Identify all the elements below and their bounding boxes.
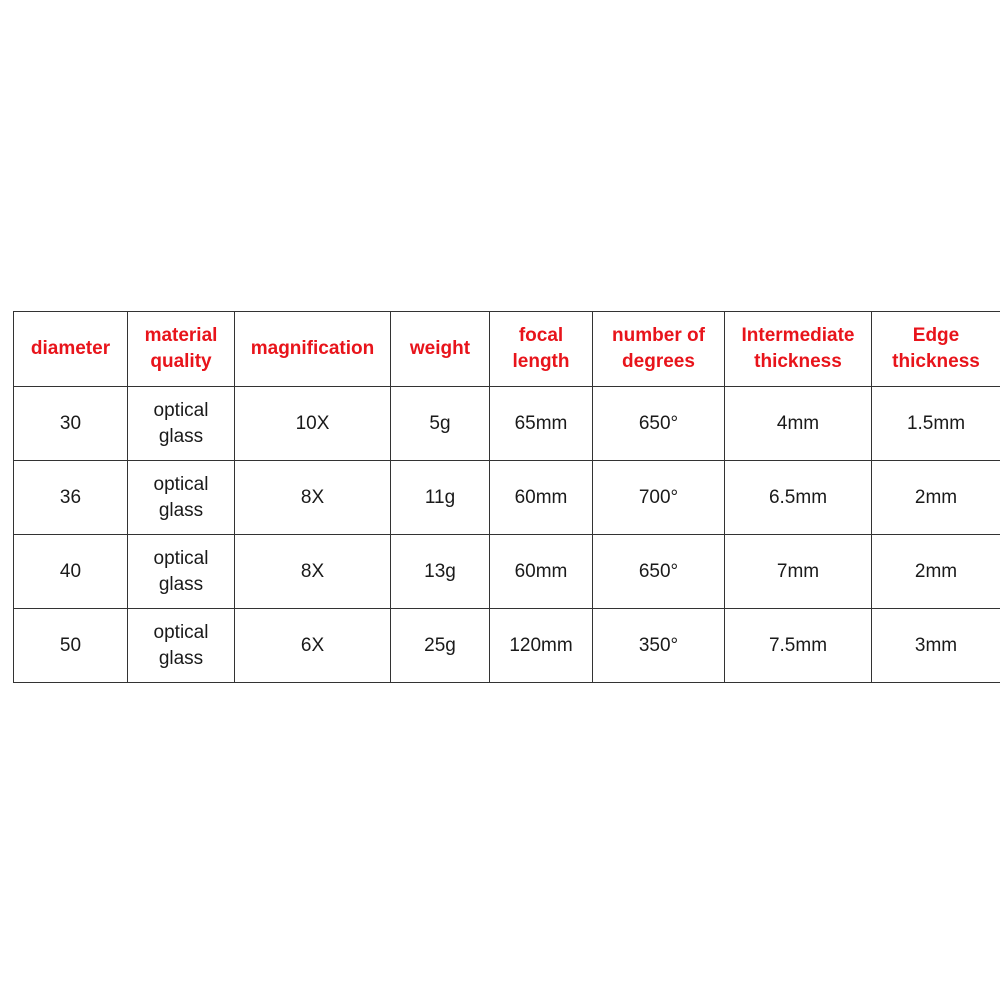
table-row (14, 461, 1000, 535)
cell-edge-thickness (872, 461, 1000, 535)
cell-value: 50 (59, 634, 82, 656)
cell-weight (391, 535, 490, 609)
header-label: weight (409, 338, 471, 359)
cell-weight (391, 609, 490, 683)
cell-value: 2mm (914, 560, 958, 582)
cell-edge-thickness (872, 535, 1000, 609)
header-cell-edge-thickness (872, 312, 1000, 387)
cell-value: 11g (424, 486, 456, 508)
cell-value: 7.5mm (768, 634, 828, 656)
cell-value: 25g (424, 634, 456, 656)
cell-intermediate-thickness (725, 609, 872, 683)
cell-edge-thickness (872, 609, 1000, 683)
cell-intermediate-thickness (725, 387, 872, 461)
cell-value: 60mm (514, 560, 568, 582)
header-cell-magnification (235, 312, 391, 387)
cell-weight (391, 461, 490, 535)
cell-magnification (235, 535, 391, 609)
cell-value: 36 (59, 486, 82, 508)
cell-edge-thickness (872, 387, 1000, 461)
table-row (14, 609, 1000, 683)
cell-intermediate-thickness (725, 535, 872, 609)
spec-table (13, 311, 1000, 683)
table-row (14, 535, 1000, 609)
header-label: Intermediate thickness (741, 325, 855, 372)
cell-value: 2mm (914, 486, 958, 508)
header-cell-material-quality (128, 312, 235, 387)
cell-value: 700° (638, 486, 679, 508)
cell-diameter (14, 535, 128, 609)
cell-value: optical glass (153, 621, 209, 669)
cell-magnification (235, 609, 391, 683)
header-label: Edge thickness (892, 325, 980, 372)
cell-value: 120mm (509, 634, 573, 656)
cell-material-quality (128, 387, 235, 461)
header-cell-focal-length (490, 312, 593, 387)
cell-value: optical glass (153, 547, 209, 595)
cell-value: 1.5mm (906, 412, 966, 434)
cell-intermediate-thickness (725, 461, 872, 535)
header-cell-intermediate-thickness (725, 312, 872, 387)
header-label: focal length (512, 325, 570, 372)
header-label: material quality (144, 325, 218, 372)
cell-diameter (14, 387, 128, 461)
cell-value: 3mm (914, 634, 958, 656)
cell-value: optical glass (153, 399, 209, 447)
cell-magnification (235, 461, 391, 535)
cell-number-of-degrees (593, 461, 725, 535)
cell-magnification (235, 387, 391, 461)
cell-value: 5g (429, 412, 451, 434)
cell-focal-length (490, 609, 593, 683)
cell-value: 650° (638, 412, 679, 434)
cell-value: 650° (638, 560, 679, 582)
cell-value: 4mm (776, 412, 820, 434)
cell-value: 13g (424, 560, 456, 582)
cell-diameter (14, 609, 128, 683)
cell-value: 6X (300, 634, 325, 656)
cell-value: 65mm (514, 412, 568, 434)
cell-number-of-degrees (593, 609, 725, 683)
cell-number-of-degrees (593, 387, 725, 461)
cell-focal-length (490, 535, 593, 609)
cell-value: 6.5mm (768, 486, 828, 508)
cell-value: 350° (638, 634, 679, 656)
cell-value: 10X (295, 412, 330, 434)
cell-value: 30 (59, 412, 82, 434)
header-row (14, 312, 1000, 387)
cell-value: 8X (300, 560, 325, 582)
cell-material-quality (128, 535, 235, 609)
header-cell-number-of-degrees (593, 312, 725, 387)
cell-value: 40 (59, 560, 82, 582)
cell-value: 7mm (776, 560, 820, 582)
cell-material-quality (128, 461, 235, 535)
header-label: magnification (250, 338, 375, 359)
cell-number-of-degrees (593, 535, 725, 609)
table-row (14, 387, 1000, 461)
cell-value: 8X (300, 486, 325, 508)
cell-material-quality (128, 609, 235, 683)
header-cell-weight (391, 312, 490, 387)
cell-weight (391, 387, 490, 461)
cell-focal-length (490, 461, 593, 535)
header-label: number of degrees (612, 325, 705, 372)
header-label: diameter (30, 338, 111, 359)
cell-value: optical glass (153, 473, 209, 521)
cell-diameter (14, 461, 128, 535)
cell-focal-length (490, 387, 593, 461)
cell-value: 60mm (514, 486, 568, 508)
header-cell-diameter (14, 312, 128, 387)
